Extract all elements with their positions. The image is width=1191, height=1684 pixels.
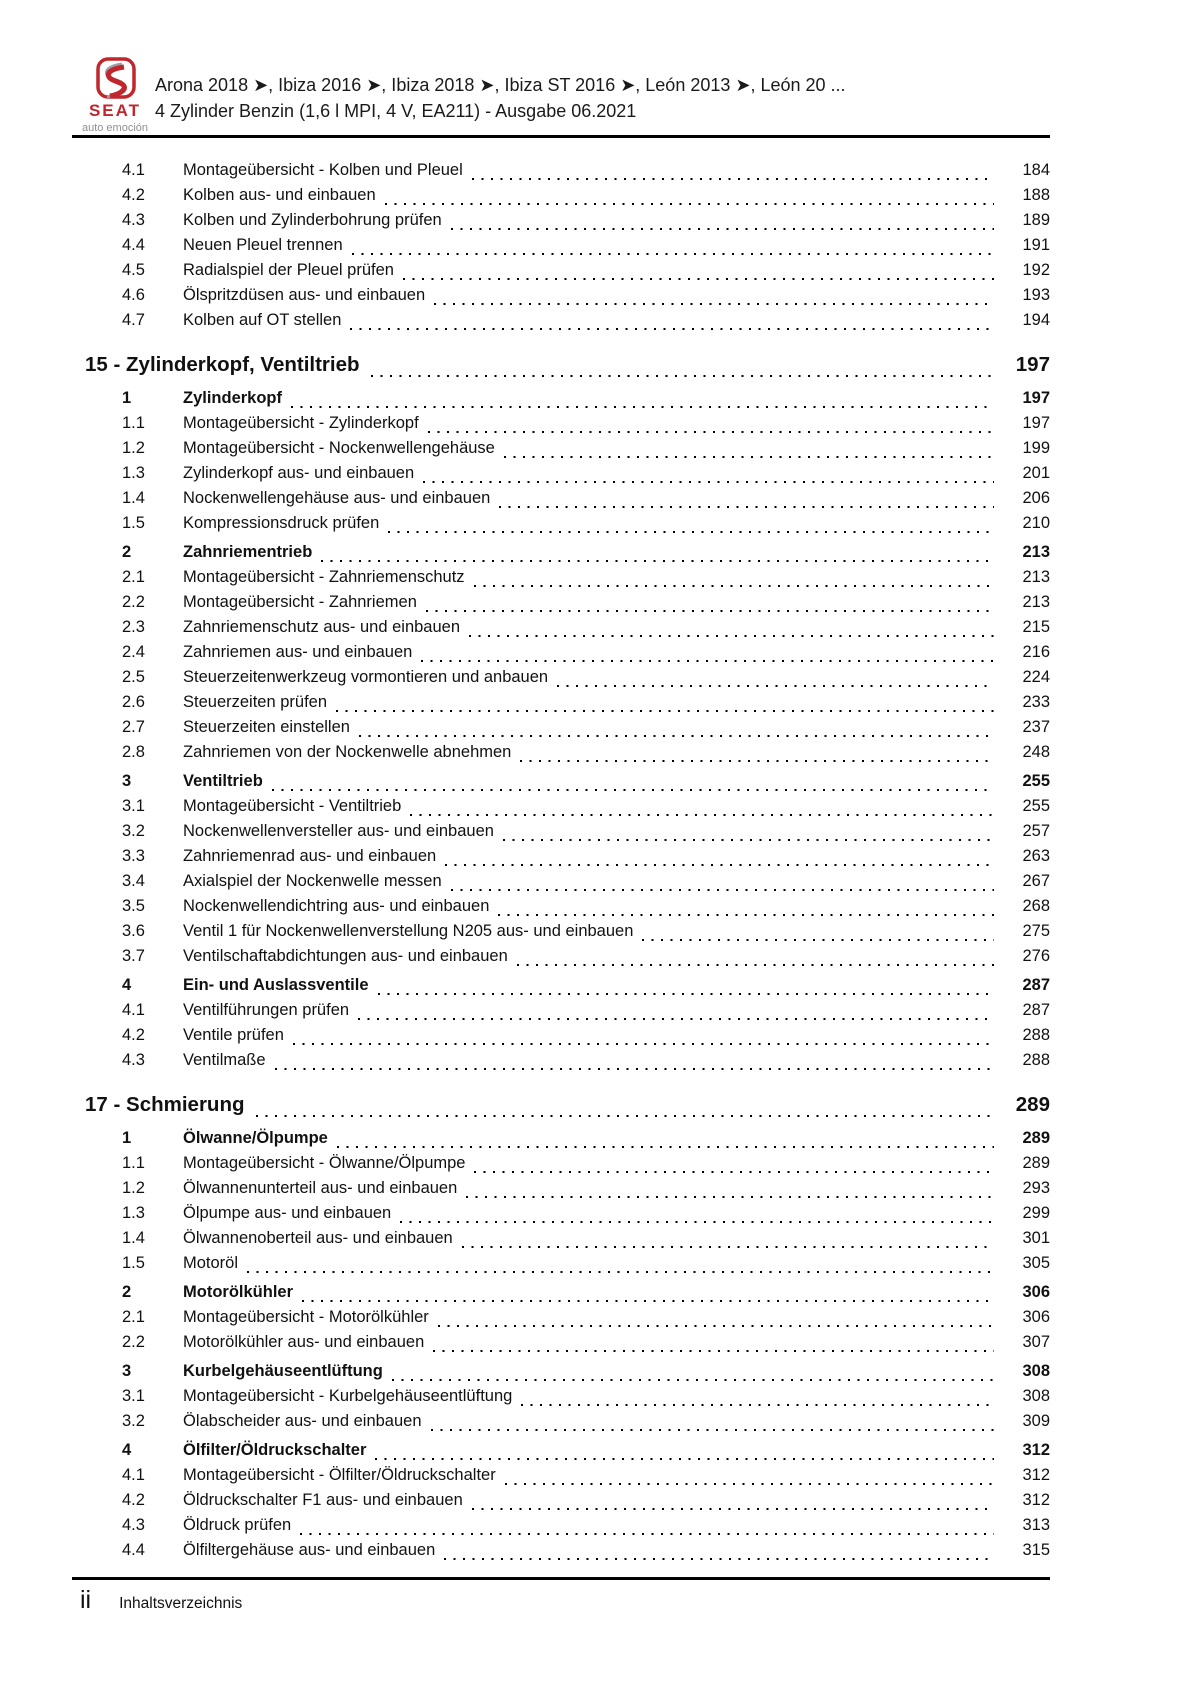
entry-title: Ölwanne/Ölpumpe [183, 1129, 328, 1147]
entry-number: 1 [122, 1129, 132, 1147]
entry-page: 293 [1022, 1179, 1050, 1197]
toc-entry [72, 897, 1050, 922]
toc-entry [72, 1387, 1050, 1412]
section-title: 15 - Zylinderkopf, Ventiltrieb [85, 353, 360, 376]
seat-emblem-s-red [108, 67, 124, 96]
toc-entry [72, 464, 1050, 489]
entry-page: 193 [1022, 286, 1050, 304]
entry-page: 312 [1022, 1491, 1050, 1509]
dot-leader [462, 1246, 994, 1248]
dot-leader [392, 1379, 994, 1382]
entry-page: 213 [1022, 543, 1050, 561]
seat-tagline: auto emoción [81, 122, 149, 134]
entry-number: 2.1 [122, 568, 145, 586]
entry-number: 4.4 [122, 1541, 145, 1559]
entry-page: 199 [1022, 439, 1050, 457]
entry-page: 216 [1022, 643, 1050, 661]
entry-page: 237 [1022, 718, 1050, 736]
entry-page: 305 [1022, 1254, 1050, 1272]
section-page: 289 [1015, 1093, 1050, 1116]
toc-entry [72, 1001, 1050, 1026]
toc-entry [72, 772, 1050, 797]
entry-number: 4.1 [122, 1466, 145, 1484]
dot-leader [272, 789, 994, 792]
entry-number: 3.1 [122, 1387, 145, 1405]
entry-number: 4.5 [122, 261, 145, 279]
seat-logo [72, 56, 158, 138]
dot-leader [350, 328, 994, 330]
entry-number: 3 [122, 772, 132, 790]
entry-page: 224 [1022, 668, 1050, 686]
entry-title: Ein- und Auslassventile [183, 976, 369, 994]
toc-entry [72, 1491, 1050, 1516]
dot-leader [388, 531, 994, 533]
entry-number: 1.4 [122, 489, 145, 507]
entry-page: 213 [1022, 568, 1050, 586]
header-engine-line: 4 Zylinder Benzin (1,6 l MPI, 4 V, EA211) - Ausgabe 06.2021 [155, 101, 637, 121]
entry-page: 206 [1022, 489, 1050, 507]
dot-leader [520, 760, 994, 762]
entry-number: 1.2 [122, 1179, 145, 1197]
entry-number: 1.1 [122, 414, 145, 432]
toc-entry [72, 872, 1050, 897]
toc-entry [72, 1362, 1050, 1387]
entry-page: 299 [1022, 1204, 1050, 1222]
entry-title: Öldruckschalter F1 aus- und einbauen [183, 1491, 463, 1509]
entry-number: 1.5 [122, 1254, 145, 1272]
entry-number: 3.2 [122, 822, 145, 840]
dot-leader [403, 278, 994, 280]
entry-title: Neuen Pleuel trennen [183, 236, 343, 254]
dot-leader [378, 993, 994, 996]
dot-leader [302, 1300, 994, 1303]
entry-title: Montageübersicht - Ventiltrieb [183, 797, 402, 815]
entry-page: 288 [1022, 1026, 1050, 1044]
page-footer [80, 1586, 242, 1614]
dot-leader [517, 964, 994, 966]
dot-leader [421, 660, 994, 662]
entry-title: Kurbelgehäuseentlüftung [183, 1362, 383, 1380]
entry-number: 3.6 [122, 922, 145, 940]
dot-leader [371, 375, 994, 378]
entry-title: Montageübersicht - Ölfilter/Öldruckschalter [183, 1466, 496, 1484]
entry-page: 289 [1022, 1154, 1050, 1172]
entry-number: 4.2 [122, 1026, 145, 1044]
entry-title: Ölwannenunterteil aus- und einbauen [183, 1179, 458, 1197]
toc-entry [72, 1026, 1050, 1051]
dot-leader [451, 228, 994, 230]
entry-title: Kompressionsdruck prüfen [183, 514, 380, 532]
dot-leader [428, 431, 994, 433]
entry-title: Montageübersicht - Zahnriemenschutz [183, 568, 465, 586]
dot-leader [469, 635, 994, 637]
entry-title: Ölabscheider aus- und einbauen [183, 1412, 422, 1430]
dot-leader [291, 406, 994, 409]
toc-entry [72, 286, 1050, 311]
toc-entry [72, 1254, 1050, 1279]
entry-page: 267 [1022, 872, 1050, 890]
entry-page: 275 [1022, 922, 1050, 940]
dot-leader [247, 1271, 994, 1273]
entry-title: Montageübersicht - Kolben und Pleuel [183, 161, 463, 179]
entry-page: 309 [1022, 1412, 1050, 1430]
entry-number: 2.7 [122, 718, 145, 736]
entry-title: Radialspiel der Pleuel prüfen [183, 261, 394, 279]
toc-entry [72, 1333, 1050, 1358]
entry-number: 3.1 [122, 797, 145, 815]
entry-page: 197 [1022, 389, 1050, 407]
toc-entry [72, 1283, 1050, 1308]
entry-number: 4.2 [122, 186, 145, 204]
entry-title: Ventil 1 für Nockenwellenverstellung N205 aus- und einbauen [183, 922, 634, 940]
entry-title: Zylinderkopf aus- und einbauen [183, 464, 415, 482]
entry-title: Kolben und Zylinderbohrung prüfen [183, 211, 442, 229]
entry-title: Ventiltrieb [183, 772, 263, 790]
entry-number: 1.5 [122, 514, 145, 532]
entry-page: 194 [1022, 311, 1050, 329]
dot-leader [444, 1558, 994, 1560]
toc-entry [72, 311, 1050, 336]
entry-title: Ölspritzdüsen aus- und einbauen [183, 286, 426, 304]
entry-title: Nockenwellenversteller aus- und einbauen [183, 822, 494, 840]
entry-title: Montageübersicht - Zahnriemen [183, 593, 417, 611]
toc-entry [72, 186, 1050, 211]
entry-number: 3.7 [122, 947, 145, 965]
dot-leader [505, 1483, 994, 1485]
entry-page: 308 [1022, 1387, 1050, 1405]
entry-number: 2.5 [122, 668, 145, 686]
entry-page: 268 [1022, 897, 1050, 915]
toc-section-header [72, 353, 1050, 384]
entry-page: 248 [1022, 743, 1050, 761]
entry-page: 287 [1022, 1001, 1050, 1019]
entry-page: 233 [1022, 693, 1050, 711]
entry-number: 2.4 [122, 643, 145, 661]
entry-page: 312 [1022, 1466, 1050, 1484]
entry-title: Öldruck prüfen [183, 1516, 292, 1534]
entry-title: Ventilmaße [183, 1051, 266, 1069]
dot-leader [358, 1018, 994, 1020]
entry-page: 213 [1022, 593, 1050, 611]
dot-leader [352, 253, 994, 255]
entry-page: 287 [1022, 976, 1050, 994]
toc-entry [72, 618, 1050, 643]
entry-page: 201 [1022, 464, 1050, 482]
entry-title: Nockenwellengehäuse aus- und einbauen [183, 489, 491, 507]
dot-leader [275, 1068, 994, 1070]
entry-page: 301 [1022, 1229, 1050, 1247]
dot-leader [557, 685, 994, 687]
entry-title: Ventile prüfen [183, 1026, 284, 1044]
entry-title: Montageübersicht - Kurbelgehäuseentlüftung [183, 1387, 513, 1405]
seat-wordmark: SEAT [88, 101, 142, 120]
entry-title: Motorölkühler aus- und einbauen [183, 1333, 425, 1351]
entry-number: 1.3 [122, 464, 145, 482]
entry-title: Motorölkühler [183, 1283, 293, 1301]
dot-leader [504, 456, 994, 458]
dot-leader [337, 1146, 994, 1149]
dot-leader [499, 506, 994, 508]
section-page: 197 [1015, 353, 1050, 376]
entry-page: 288 [1022, 1051, 1050, 1069]
entry-number: 4.3 [122, 1051, 145, 1069]
entry-title: Montageübersicht - Nockenwellengehäuse [183, 439, 495, 457]
dot-leader [336, 710, 994, 712]
dot-leader [498, 914, 994, 916]
toc-entry [72, 593, 1050, 618]
toc-entry [72, 211, 1050, 236]
entry-page: 289 [1022, 1129, 1050, 1147]
toc-entry [72, 976, 1050, 1001]
entry-number: 2.3 [122, 618, 145, 636]
entry-page: 191 [1022, 236, 1050, 254]
dot-leader [472, 1508, 994, 1510]
entry-title: Montageübersicht - Zylinderkopf [183, 414, 419, 432]
toc-entry [72, 1441, 1050, 1466]
entry-page: 255 [1022, 797, 1050, 815]
entry-number: 4.1 [122, 1001, 145, 1019]
header-models-line: Arona 2018 ➤, Ibiza 2016 ➤, Ibiza 2018 ➤, Ibiza ST 2016 ➤, León 2013 ➤, León 20 ... [155, 75, 846, 95]
dot-leader [474, 1171, 994, 1173]
dot-leader [521, 1404, 994, 1406]
toc-entry [72, 414, 1050, 439]
entry-page: 313 [1022, 1516, 1050, 1534]
entry-page: 184 [1022, 161, 1050, 179]
dot-leader [451, 889, 994, 891]
dot-leader [642, 939, 994, 941]
entry-title: Ventilführungen prüfen [183, 1001, 350, 1019]
dot-leader [256, 1115, 995, 1118]
toc-entry [72, 489, 1050, 514]
toc-entry [72, 1179, 1050, 1204]
entry-number: 4 [122, 976, 132, 994]
entry-page: 197 [1022, 414, 1050, 432]
dot-leader [466, 1196, 994, 1198]
toc-entry [72, 1051, 1050, 1076]
toc-entry [72, 847, 1050, 872]
entry-number: 4.1 [122, 161, 145, 179]
dot-leader [423, 481, 994, 483]
toc-entry [72, 1412, 1050, 1437]
entry-title: Zahnriemenrad aus- und einbauen [183, 847, 437, 865]
entry-number: 2.6 [122, 693, 145, 711]
toc-entry [72, 514, 1050, 539]
entry-number: 2 [122, 543, 132, 561]
toc-entry [72, 718, 1050, 743]
entry-number: 1.2 [122, 439, 145, 457]
entry-number: 2.2 [122, 593, 145, 611]
folio-number: ii [80, 1586, 92, 1614]
dot-leader [400, 1221, 994, 1223]
entry-number: 3.2 [122, 1412, 145, 1430]
entry-number: 4.7 [122, 311, 145, 329]
toc-entry [72, 1516, 1050, 1541]
dot-leader [300, 1533, 994, 1535]
dot-leader [474, 585, 994, 587]
toc-entry [72, 693, 1050, 718]
toc-entry [72, 568, 1050, 593]
toc-entry [72, 922, 1050, 947]
entry-page: 257 [1022, 822, 1050, 840]
entry-page: 215 [1022, 618, 1050, 636]
dot-leader [410, 814, 994, 816]
entry-title: Steuerzeiten prüfen [183, 693, 328, 711]
entry-number: 1.4 [122, 1229, 145, 1247]
entry-page: 188 [1022, 186, 1050, 204]
entry-number: 3.4 [122, 872, 145, 890]
entry-title: Zahnriemenschutz aus- und einbauen [183, 618, 461, 636]
entry-title: Zahnriemen aus- und einbauen [183, 643, 413, 661]
entry-title: Zahnriemen von der Nockenwelle abnehmen [183, 743, 512, 761]
entry-title: Motoröl [183, 1254, 239, 1272]
entry-page: 307 [1022, 1333, 1050, 1351]
toc-section-header [72, 1093, 1050, 1124]
entry-number: 1.3 [122, 1204, 145, 1222]
toc-entry [72, 1154, 1050, 1179]
dot-leader [431, 1429, 994, 1431]
entry-number: 4 [122, 1441, 132, 1459]
entry-title: Steuerzeitenwerkzeug vormontieren und anbauen [183, 668, 549, 686]
entry-page: 192 [1022, 261, 1050, 279]
entry-title: Montageübersicht - Motorölkühler [183, 1308, 429, 1326]
toc-entry [72, 822, 1050, 847]
toc-entry [72, 1308, 1050, 1333]
toc-entry [72, 643, 1050, 668]
toc-entry [72, 543, 1050, 568]
entry-page: 308 [1022, 1362, 1050, 1380]
toc-entry [72, 1229, 1050, 1254]
entry-number: 4.6 [122, 286, 145, 304]
toc-entry [72, 1541, 1050, 1566]
entry-number: 3.3 [122, 847, 145, 865]
entry-title: Zylinderkopf [183, 389, 283, 407]
dot-leader [293, 1043, 994, 1045]
toc-entry [72, 1129, 1050, 1154]
entry-title: Ventilschaftabdichtungen aus- und einbauen [183, 947, 508, 965]
entry-page: 255 [1022, 772, 1050, 790]
entry-title: Steuerzeiten einstellen [183, 718, 350, 736]
header-rule [72, 135, 1050, 138]
entry-page: 315 [1022, 1541, 1050, 1559]
entry-title: Ölwannenoberteil aus- und einbauen [183, 1229, 453, 1247]
dot-leader [321, 560, 994, 563]
folio-label: Inhaltsverzeichnis [119, 1595, 243, 1612]
entry-number: 2.2 [122, 1333, 145, 1351]
entry-title: Montageübersicht - Ölwanne/Ölpumpe [183, 1154, 466, 1172]
toc [72, 161, 1050, 1566]
toc-entry [72, 439, 1050, 464]
dot-leader [385, 203, 994, 205]
dot-leader [438, 1325, 994, 1327]
entry-number: 1 [122, 389, 132, 407]
entry-title: Ölpumpe aus- und einbauen [183, 1204, 392, 1222]
dot-leader [433, 1350, 994, 1352]
entry-number: 2.8 [122, 743, 145, 761]
entry-title: Zahnriementrieb [183, 543, 313, 561]
dot-leader [375, 1458, 994, 1461]
toc-entry [72, 1204, 1050, 1229]
dot-leader [503, 839, 994, 841]
dot-leader [359, 735, 994, 737]
section-title: 17 - Schmierung [85, 1093, 245, 1116]
entry-title: Kolben auf OT stellen [183, 311, 342, 329]
toc-entry [72, 261, 1050, 286]
dot-leader [472, 178, 994, 180]
entry-title: Ölfiltergehäuse aus- und einbauen [183, 1541, 436, 1559]
dot-leader [434, 303, 994, 305]
footer-rule [72, 1577, 1050, 1580]
entry-number: 2 [122, 1283, 132, 1301]
entry-title: Ölfilter/Öldruckschalter [183, 1441, 367, 1459]
entry-page: 276 [1022, 947, 1050, 965]
entry-number: 4.3 [122, 211, 145, 229]
toc-entry [72, 389, 1050, 414]
entry-title: Axialspiel der Nockenwelle messen [183, 872, 442, 890]
toc-entry [72, 797, 1050, 822]
toc-entry [72, 668, 1050, 693]
dot-leader [426, 610, 994, 612]
document-header [155, 72, 846, 124]
entry-page: 189 [1022, 211, 1050, 229]
entry-page: 306 [1022, 1308, 1050, 1326]
toc-entry [72, 1466, 1050, 1491]
entry-page: 306 [1022, 1283, 1050, 1301]
toc-entry [72, 161, 1050, 186]
entry-number: 3.5 [122, 897, 145, 915]
toc-entry [72, 743, 1050, 768]
entry-number: 4.4 [122, 236, 145, 254]
entry-number: 4.3 [122, 1516, 145, 1534]
entry-page: 210 [1022, 514, 1050, 532]
dot-leader [445, 864, 994, 866]
entry-title: Kolben aus- und einbauen [183, 186, 376, 204]
entry-number: 4.2 [122, 1491, 145, 1509]
entry-title: Nockenwellendichtring aus- und einbauen [183, 897, 490, 915]
entry-number: 3 [122, 1362, 132, 1380]
entry-number: 1.1 [122, 1154, 145, 1172]
entry-number: 2.1 [122, 1308, 145, 1326]
toc-entry [72, 947, 1050, 972]
toc-entry [72, 236, 1050, 261]
entry-page: 263 [1022, 847, 1050, 865]
entry-page: 312 [1022, 1441, 1050, 1459]
